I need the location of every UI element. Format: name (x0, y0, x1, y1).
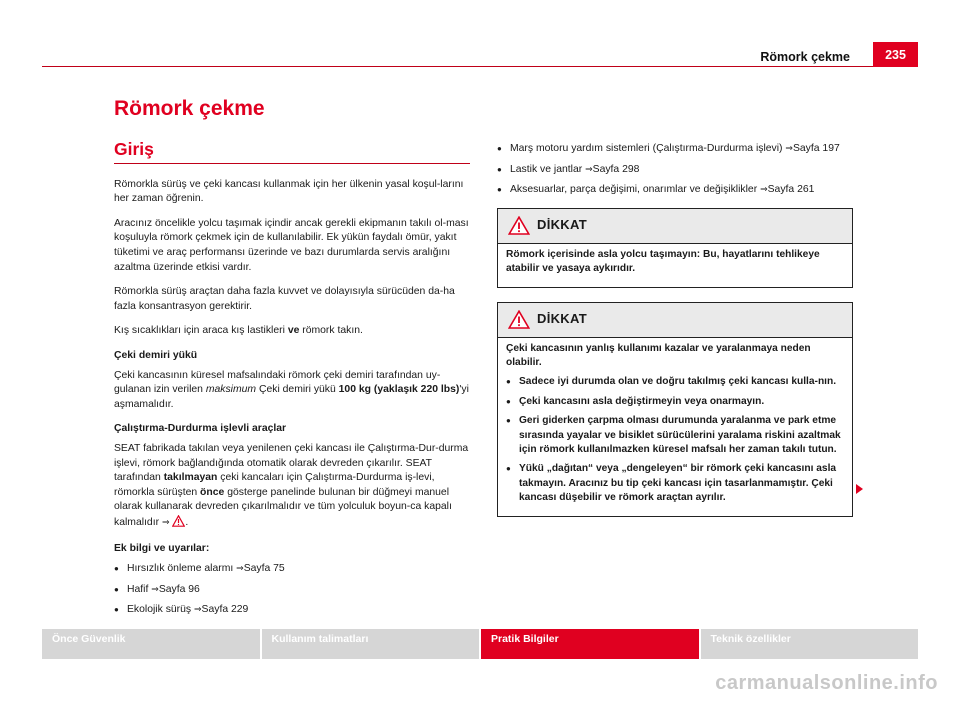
arrow-right-icon: ⇒ (760, 185, 768, 196)
warning-box-passengers (497, 208, 853, 288)
page-ref-link[interactable]: Sayfa 261 (767, 184, 815, 196)
footer-tab-once-guvenlik[interactable]: Önce Güvenlik (42, 629, 260, 659)
subheading-ceki-demiri: Çeki demiri yükü (114, 349, 198, 361)
arrow-right-icon: ⇒ (585, 164, 593, 175)
page-number: 235 (873, 42, 918, 67)
page-ref-link[interactable]: Sayfa 96 (158, 583, 200, 595)
page-ref-link[interactable]: Sayfa 229 (201, 604, 249, 616)
header-rule (42, 66, 918, 67)
warning-body: Çeki kancasının yanlış kullanımı kazalar ve yaralanmaya neden olabilir. ● Sadece iyi durumda olan ve doğru takılmış çeki kancası kulla-nın. ● Çeki kancasını asla değiştirmeyin veya onarmayın. ● Geri giderken çarpma olması durumunda yaralanma ve park etme sırasında yayalar ve bisiklet sürücülerini yaralama riskini azaltmak için römork kullanılmazken küresel mafsalı her zaman takılı tutun. ● Yükü „dağıtan“ veya „dengeleyen“ bir römork çeki kancasını asla takmayın. Aracınız bu tip çeki kancası için tasarlanmamıştır. Çeki kancası düşebilir ve römork araçtan ayrılır. (498, 338, 852, 516)
subheading-calistirma: Çalıştırma-Durdurma işlevli araçlar (114, 423, 287, 435)
arrow-right-icon: ⇒ (194, 605, 202, 616)
watermark: carmanualsonline.info (715, 672, 938, 694)
paragraph: Römorkla sürüş araçtan daha fazla kuvvet ve dolayısıyla sürücüden da-ha fazla konsantrasyon gerektirir. (114, 286, 455, 312)
warning-list-item: ● Sadece iyi durumda olan ve doğru takılmış çeki kancası kulla-nın. (506, 375, 844, 389)
list-item: ● Ekolojik sürüş ⇒Sayfa 229 (114, 603, 470, 618)
header-title: Römork çekme (760, 50, 850, 64)
warning-triangle-icon[interactable] (172, 515, 185, 533)
warning-header (498, 209, 852, 244)
footer-tab-pratik-bilgiler[interactable]: Pratik Bilgiler (481, 629, 699, 659)
paragraph: Kış sıcaklıkları için araca kış lastikleri ve römork takın. (114, 325, 363, 337)
left-column (114, 139, 470, 624)
paragraph: SEAT fabrikada takılan veya yenilenen çeki kancası ile Çalıştırma-Dur-durma işlevi, römork bağlandığında otomatik olarak devreden çıkarılır. SEAT tarafından takılmayan çeki kancaları için Çalıştırma-Durdurma iş-levi, römorkla sürüşten önce gösterge panelinde bulunan bir düğmeyi manuel olarak kullanarak devreden çıkarılmalıdır ve tüm yolculuk boyun-ca kapalı kalmalıdır ⇒ . (114, 442, 470, 533)
warning-list-item: ● Yükü „dağıtan“ veya „dengeleyen“ bir römork çeki kancasını asla takmayın. Aracınız bu tip çeki kancası için tasarlanmamıştır. Çeki kancası düşebilir ve römork araçtan ayrılır. (506, 462, 844, 505)
warning-triangle-icon (508, 216, 530, 235)
page-ref-link[interactable]: Sayfa 298 (592, 163, 640, 175)
footer-tab-teknik[interactable]: Teknik özellikler (701, 629, 919, 659)
chapter-title: Römork çekme (114, 97, 265, 120)
warning-body: Römork içerisinde asla yolcu taşımayın: Bu, hayatlarını tehlikeye atabilir ve yasaya aykırıdır. (506, 248, 820, 275)
warning-box-towbar (497, 302, 853, 517)
paragraph: Römorkla sürüş ve çeki kancası kullanmak için her ülkenin yasal koşul-larını her zaman öğrenin. (114, 178, 464, 205)
section-title: Giriş (114, 142, 470, 164)
warning-triangle-icon (508, 310, 530, 329)
list-item: ● Hırsızlık önleme alarmı ⇒Sayfa 75 (114, 562, 470, 577)
warning-label: DİKKAT (537, 311, 587, 327)
warning-list-item: ● Geri giderken çarpma olması durumunda yaralanma ve park etme sırasında yayalar ve bisiklet sürücülerini yaralama riskini azaltmak için römork kullanılmazken küresel mafsalı her zaman takılı tutun. (506, 414, 844, 457)
warning-list-item: ● Çeki kancasını asla değiştirmeyin veya onarmayın. (506, 395, 844, 409)
warning-label: DİKKAT (537, 217, 587, 233)
paragraph: Çeki kancasının küresel mafsalındaki römork çeki demiri tarafından uy-gulanan izin verilen maksimum Çeki demiri yükü 100 kg (yaklaşık 220 lbs)'yi aşmamalıdır. (114, 369, 469, 410)
page-ref-link[interactable]: Sayfa 197 (792, 143, 840, 154)
subheading-ek-bilgi: Ek bilgi ve uyarılar: (114, 543, 210, 555)
warning-header (498, 303, 852, 338)
list-item: ● Hafif ⇒Sayfa 96 (114, 583, 470, 598)
right-column (497, 142, 853, 517)
continue-arrow-icon (856, 484, 863, 494)
page-ref-link[interactable]: Sayfa 75 (243, 563, 285, 575)
arrow-right-icon: ⇒ (785, 144, 793, 154)
list-item: ● Lastik ve jantlar ⇒Sayfa 298 (497, 163, 853, 178)
paragraph: Aracınız öncelikle yolcu taşımak içindir ancak gerekli ekipmanın takılı ol-ması koşuluyla römork çekmek için de kullanılabilir. Ek yükün faydalı ömür, yakıt tüketimi ve araç performansı üzerinde ve bazı durumlarda servis aralığını azaltma üzerinde etkisi vardır. (114, 217, 469, 273)
list-item: ● Marş motoru yardım sistemleri (Çalıştırma-Durdurma işlevi) ⇒Sayfa 197 (497, 142, 853, 157)
footer-nav (42, 629, 918, 659)
arrow-right-icon: ⇒ (161, 517, 170, 528)
arrow-right-icon: ⇒ (151, 584, 159, 595)
arrow-right-icon: ⇒ (236, 564, 244, 575)
list-item: ● Aksesuarlar, parça değişimi, onarımlar ve değişiklikler ⇒Sayfa 261 (497, 183, 853, 198)
footer-tab-kullanim[interactable]: Kullanım talimatları (262, 629, 480, 659)
